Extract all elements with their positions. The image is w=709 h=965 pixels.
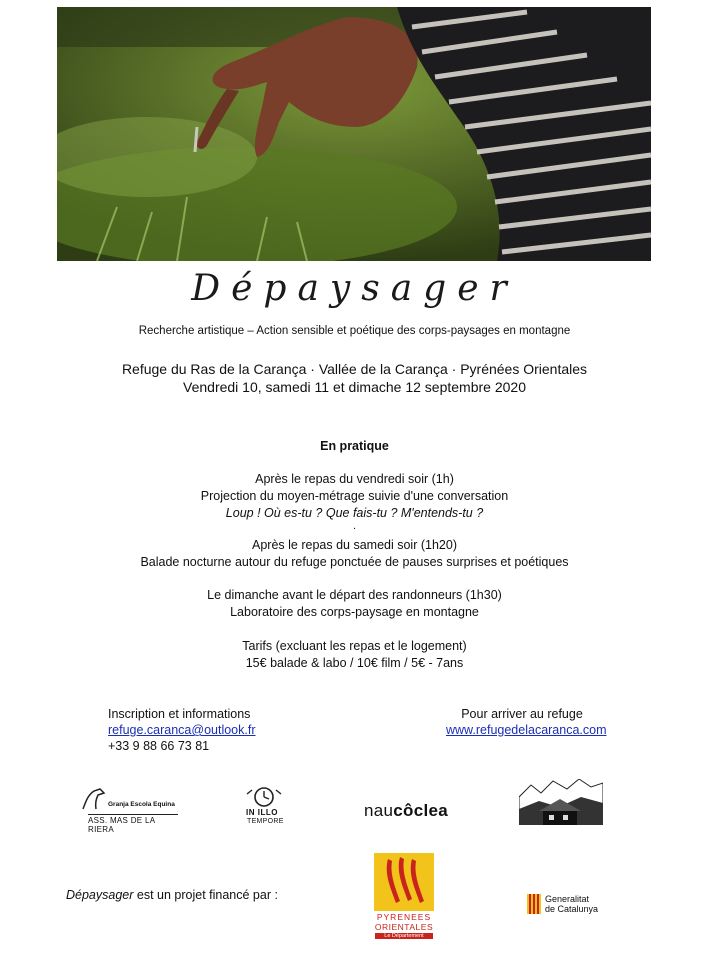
granja-logo: [78, 787, 178, 834]
phone-number: +33 9 88 66 73 81: [108, 739, 210, 753]
location-line: Refuge du Ras de la Carança · Vallée de la Carança · Pyrénées Orientales: [121, 361, 588, 377]
saturday-time: Après le repas du samedi soir (1h20): [252, 538, 457, 552]
sunday-activity: Laboratoire des corps-paysage en montagne: [230, 605, 479, 619]
separator-dot: .: [352, 520, 357, 532]
page-title: Dépaysager: [191, 268, 518, 309]
catalan-stripes-icon: [374, 853, 434, 911]
mountain-hut-icon: [519, 779, 603, 835]
naucoclea-logo: [364, 801, 448, 821]
website-link[interactable]: www.refugedelacaranca.com: [446, 723, 607, 737]
funding-rest: est un projet financé par :: [133, 888, 278, 902]
tarifs-heading: Tarifs (excluant les repas et le logement): [242, 639, 467, 653]
event-location: [0, 360, 709, 396]
date-line: Vendredi 10, samedi 11 et dimache 12 septembre 2020: [183, 379, 526, 395]
friday-block: [0, 471, 709, 522]
saturday-activity: Balade nocturne autour du refuge ponctuée de pauses surprises et poétiques: [140, 555, 569, 569]
contact-heading: Inscription et informations: [108, 707, 251, 721]
contact-info: [108, 706, 256, 754]
tempore-logo: [242, 786, 286, 830]
sunday-time: Le dimanche avant le départ des randonneurs (1h30): [207, 588, 502, 602]
sunday-block: [0, 587, 709, 621]
naucoclea-part1: nau: [364, 801, 394, 820]
generalitat-line1: Generalitat: [545, 894, 590, 904]
granja-line2: ASS. MAS DE LA RIERA: [88, 814, 178, 834]
naucoclea-part2: côclea: [393, 801, 448, 820]
po-line3: Le Département: [375, 933, 433, 939]
tempore-line2: TEMPORE: [247, 818, 284, 825]
horse-icon: [80, 787, 110, 811]
po-line1: PYRENEES: [376, 912, 432, 922]
friday-activity: Projection du moyen-métrage suivie d'une conversation: [200, 489, 509, 503]
pyrenees-orientales-logo: [373, 853, 435, 941]
senyera-icon: [527, 894, 541, 914]
access-info: [446, 706, 607, 738]
film-title: Loup ! Où es-tu ? Que fais-tu ? M'entends-tu ?: [225, 506, 484, 520]
section-heading: En pratique: [320, 439, 389, 453]
saturday-block: [0, 537, 709, 571]
tarifs-values: 15€ balade & labo / 10€ film / 5€ - 7ans: [245, 656, 464, 670]
clock-icon: [244, 786, 284, 808]
po-line2: ORIENTALES: [374, 922, 434, 932]
funding-project: Dépaysager: [66, 888, 134, 902]
subtitle: Recherche artistique – Action sensible et poétique des corps-paysages en montagne: [138, 325, 571, 337]
email-link[interactable]: refuge.caranca@outlook.fr: [108, 723, 256, 737]
generalitat-line2: de Catalunya: [545, 904, 599, 914]
friday-time: Après le repas du vendredi soir (1h): [255, 472, 454, 486]
tarifs-block: [0, 638, 709, 672]
refuge-logo: [519, 779, 603, 835]
hero-photo: [57, 7, 651, 261]
access-heading: Pour arriver au refuge: [461, 707, 583, 721]
granja-line1: Granja Escola Equina: [108, 801, 175, 808]
tempore-line1: IN ILLO: [246, 808, 278, 817]
generalitat-logo: [527, 892, 607, 918]
funding-text: [66, 888, 278, 902]
